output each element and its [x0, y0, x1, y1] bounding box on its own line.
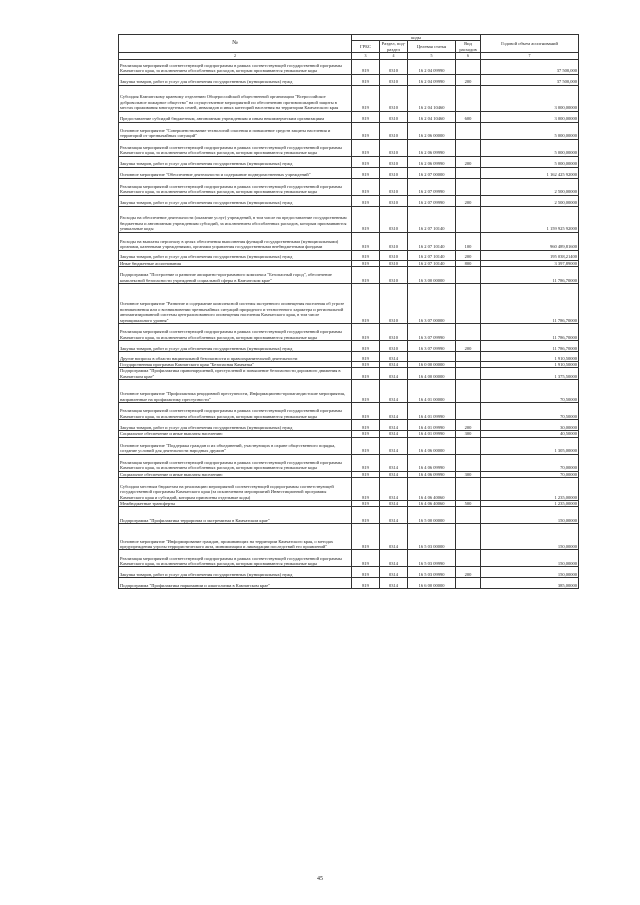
- row-name: Основное мероприятие "Развитие и содержание комплексной системы экстренного оповещения населения об угрозе возникновения или о возникновении чрезвычайных ситуаций природного и техногенного характера и региональной автоматизированной системы централизованного оповещения населения Камчатского края, в том числе муниципального уровня": [119, 284, 352, 324]
- grbs-code: 819: [352, 250, 380, 260]
- annual-amount: 3 397,89000: [481, 260, 579, 266]
- target-article-code: 16 2 06 09990: [408, 139, 456, 156]
- row-name: Субсидии местным бюджетам на реализацию мероприятий соответствующей подпрограммы соответствующей государственной программы Камчатского края (за исключением мероприятий Инвестиционной программы Камчатского края и субсидий, которым присвоены отдельные коды): [119, 478, 352, 501]
- table-row: [119, 284, 579, 324]
- section-code: 0310: [380, 59, 408, 74]
- section-code: 0314: [380, 471, 408, 477]
- row-name: Реализация мероприятий соответствующей подпрограммы в рамках соответствующей государственной программы Камчатского края, за исключением обособленных расходов, которым присваиваются уникальные коды: [119, 59, 352, 74]
- annual-amount: 960 489,81600: [481, 232, 579, 250]
- row-name: Закупка товаров, работ и услуг для обеспечения государственных (муниципальных) нужд: [119, 341, 352, 352]
- grbs-code: 819: [352, 362, 380, 368]
- expense-type-code: [456, 352, 481, 362]
- target-article-code: 16 4 01 09990: [408, 420, 456, 431]
- section-code: 0314: [380, 380, 408, 403]
- row-name: Межбюджетные трансферты: [119, 501, 352, 507]
- expense-type-code: [456, 178, 481, 195]
- table-row: [119, 156, 579, 167]
- annual-amount: 37 500,000: [481, 74, 579, 85]
- expense-type-code: [456, 454, 481, 471]
- annual-amount: 150,00000: [481, 550, 579, 567]
- section-code: 0314: [380, 420, 408, 431]
- annual-amount: 11 786,70000: [481, 284, 579, 324]
- target-article-code: 16 2 06 09990: [408, 156, 456, 167]
- target-article-code: 16 2 07 09990: [408, 178, 456, 195]
- section-code: 0314: [380, 362, 408, 368]
- section-code: 0310: [380, 250, 408, 260]
- grbs-code: 819: [352, 206, 380, 232]
- table-row: [119, 341, 579, 352]
- grbs-code: 819: [352, 178, 380, 195]
- row-name: Основное мероприятие "Профилактика рецидивной преступности, Информационно-пропагандистские мероприятия, направленные на профилактику преступности": [119, 380, 352, 403]
- section-code: 0310: [380, 232, 408, 250]
- annual-amount: 11 786,70000: [481, 341, 579, 352]
- table-row: [119, 524, 579, 550]
- section-code: 0310: [380, 341, 408, 352]
- section-code: 0310: [380, 284, 408, 324]
- expense-type-code: 200: [456, 195, 481, 206]
- expense-type-code: [456, 167, 481, 178]
- expense-type-code: [456, 59, 481, 74]
- grbs-code: 819: [352, 122, 380, 139]
- expense-type-code: [456, 324, 481, 341]
- column-number: 6: [456, 53, 481, 59]
- target-article-code: 16 3 07 09990: [408, 324, 456, 341]
- table-row: [119, 478, 579, 501]
- table-row: [119, 139, 579, 156]
- grbs-code: 819: [352, 403, 380, 420]
- page-number: 45: [317, 876, 323, 882]
- table-row: [119, 380, 579, 403]
- header-number: №: [119, 35, 352, 53]
- header-expense-type: Вид расходов: [456, 41, 481, 53]
- row-name: Реализация мероприятий соответствующей подпрограммы в рамках соответствующей государственной программы Камчатского края, за исключением обособленных расходов, которым присваиваются уникальные коды: [119, 139, 352, 156]
- row-name: Другие вопросы в области национальной безопасности и правоохранительной деятельности: [119, 352, 352, 362]
- target-article-code: 16 2 07 10140: [408, 250, 456, 260]
- grbs-code: 819: [352, 471, 380, 477]
- table-row: [119, 368, 579, 380]
- annual-amount: 70,50000: [481, 380, 579, 403]
- annual-amount: 5 000,00000: [481, 156, 579, 167]
- grbs-code: 819: [352, 578, 380, 589]
- target-article-code: 16 2 07 00000: [408, 167, 456, 178]
- row-name: Закупка товаров, работ и услуг для обеспечения государственных (муниципальных) нужд: [119, 156, 352, 167]
- annual-amount: 70,00000: [481, 454, 579, 471]
- row-name: Подпрограмма "Профилактика правонарушений, преступлений и повышение безопасности дорожного движения в Камчатском крае": [119, 368, 352, 380]
- target-article-code: 16 3 07 09990: [408, 341, 456, 352]
- section-code: 0314: [380, 478, 408, 501]
- target-article-code: 16 2 06 00000: [408, 122, 456, 139]
- column-number: 2: [119, 53, 352, 59]
- header-target-article: Целевая статья: [408, 41, 456, 53]
- table-row: [119, 420, 579, 431]
- section-code: 0310: [380, 111, 408, 122]
- expense-type-code: 200: [456, 74, 481, 85]
- grbs-code: 819: [352, 507, 380, 524]
- expense-type-code: 600: [456, 111, 481, 122]
- row-name: Закупка товаров, работ и услуг для обеспечения государственных (муниципальных) нужд: [119, 567, 352, 578]
- row-name: Подпрограмма "Профилактика наркомании и алкоголизма в Камчатском крае": [119, 578, 352, 589]
- target-article-code: [408, 352, 456, 362]
- grbs-code: 819: [352, 550, 380, 567]
- table-row: [119, 206, 579, 232]
- grbs-code: 819: [352, 232, 380, 250]
- expense-type-code: [456, 478, 481, 501]
- row-name: Основное мероприятие "Информирование граждан, проживающих на территории Камчатского края, о методах предупреждения угрозы террористического акта, минимизации и ликвидации последствий его проявлений": [119, 524, 352, 550]
- expense-type-code: [456, 284, 481, 324]
- grbs-code: 819: [352, 478, 380, 501]
- target-article-code: 16 6 00 00000: [408, 578, 456, 589]
- target-article-code: 16 2 07 10140: [408, 260, 456, 266]
- expense-type-code: [456, 368, 481, 380]
- table-row: [119, 567, 579, 578]
- annual-amount: 385,00000: [481, 578, 579, 589]
- table-row: [119, 250, 579, 260]
- expense-type-code: 100: [456, 232, 481, 250]
- section-code: 0314: [380, 454, 408, 471]
- grbs-code: 819: [352, 167, 380, 178]
- row-name: Реализация мероприятий соответствующей подпрограммы в рамках соответствующей государственной программы Камчатского края, за исключением обособленных расходов, которым присваиваются уникальные коды: [119, 550, 352, 567]
- annual-amount: 1 910,50000: [481, 362, 579, 368]
- row-name: Основное мероприятие "Совершенствование технологий спасения и повышение средств защиты населения и территорий от чрезвычайных ситуаций": [119, 122, 352, 139]
- annual-amount: 2 500,00000: [481, 178, 579, 195]
- section-code: 0310: [380, 156, 408, 167]
- target-article-code: 16 2 07 09990: [408, 195, 456, 206]
- row-name: Основное мероприятие "Обеспечение деятельности и содержание подведомственных учреждений": [119, 167, 352, 178]
- expense-type-code: [456, 507, 481, 524]
- expense-type-code: [456, 139, 481, 156]
- row-name: Расходы на обеспечение деятельности (оказание услуг) учреждений, в том числе на предоставление государственным бюджетным и автономным учреждениям субсидий, за исключением обособленных расходов, которым присваиваются уникальные коды: [119, 206, 352, 232]
- row-name: Реализация мероприятий соответствующей подпрограммы в рамках соответствующей государственной программы Камчатского края, за исключением обособленных расходов, которым присваиваются уникальные коды: [119, 178, 352, 195]
- expense-type-code: [456, 524, 481, 550]
- grbs-code: 819: [352, 324, 380, 341]
- column-number: 4: [380, 53, 408, 59]
- section-code: 0314: [380, 550, 408, 567]
- row-name: Закупка товаров, работ и услуг для обеспечения государственных (муниципальных) нужд: [119, 195, 352, 206]
- expense-type-code: 200: [456, 420, 481, 431]
- expense-type-code: [456, 85, 481, 111]
- expense-type-code: 200: [456, 567, 481, 578]
- target-article-code: 16 3 07 00000: [408, 284, 456, 324]
- section-code: 0310: [380, 139, 408, 156]
- grbs-code: 819: [352, 74, 380, 85]
- row-name: Закупка товаров, работ и услуг для обеспечения государственных (муниципальных) нужд: [119, 250, 352, 260]
- row-name: Социальное обеспечение и иные выплаты населению: [119, 471, 352, 477]
- section-code: 0310: [380, 267, 408, 284]
- table-row: [119, 178, 579, 195]
- target-article-code: 16 5 03 09990: [408, 550, 456, 567]
- annual-amount: 70,50000: [481, 403, 579, 420]
- table-row: [119, 578, 579, 589]
- target-article-code: 16 4 06 09990: [408, 454, 456, 471]
- row-name: Социальное обеспечение и иные выплаты населению: [119, 431, 352, 437]
- grbs-code: 819: [352, 368, 380, 380]
- row-name: Иные бюджетные ассигнования: [119, 260, 352, 266]
- target-article-code: 16 2 04 09990: [408, 74, 456, 85]
- row-name: Расходы на выплаты персоналу в целях обеспечения выполнения функций государственными (муниципальными) органами, казенными учреждениями, органами управления государственными внебюджетными фондами: [119, 232, 352, 250]
- grbs-code: 819: [352, 139, 380, 156]
- section-code: 0314: [380, 431, 408, 437]
- expense-type-code: [456, 122, 481, 139]
- grbs-code: 819: [352, 111, 380, 122]
- grbs-code: 819: [352, 156, 380, 167]
- annual-amount: 5 000,00000: [481, 122, 579, 139]
- annual-amount: 150,00000: [481, 507, 579, 524]
- column-number: 7: [481, 53, 579, 59]
- row-name: Закупка товаров, работ и услуг для обеспечения государственных (муниципальных) нужд: [119, 74, 352, 85]
- header-section: Раздел, под-раздел: [380, 41, 408, 53]
- expense-type-code: 200: [456, 250, 481, 260]
- section-code: 0314: [380, 507, 408, 524]
- annual-amount: 150,00000: [481, 524, 579, 550]
- target-article-code: 16 4 01 09990: [408, 403, 456, 420]
- table-row: [119, 195, 579, 206]
- grbs-code: 819: [352, 267, 380, 284]
- table-row: [119, 324, 579, 341]
- row-name: Реализация мероприятий соответствующей подпрограммы в рамках соответствующей государственной программы Камчатского края, за исключением обособленных расходов, которым присваиваются уникальные коды: [119, 454, 352, 471]
- table-row: [119, 167, 579, 178]
- expense-type-code: 800: [456, 260, 481, 266]
- grbs-code: 819: [352, 380, 380, 403]
- table-row: [119, 111, 579, 122]
- table-row: [119, 85, 579, 111]
- budget-table: [118, 34, 579, 589]
- section-code: 0310: [380, 260, 408, 266]
- header-grbs: ГРБС: [352, 41, 380, 53]
- annual-amount: 1 910,50000: [481, 352, 579, 362]
- target-article-code: 16 4 06 09990: [408, 471, 456, 477]
- target-article-code: 16 4 06 00000: [408, 437, 456, 454]
- grbs-code: 819: [352, 437, 380, 454]
- annual-amount: 40,50000: [481, 431, 579, 437]
- grbs-code: 819: [352, 85, 380, 111]
- section-code: 0314: [380, 524, 408, 550]
- target-article-code: 16 4 06 40060: [408, 478, 456, 501]
- grbs-code: 819: [352, 341, 380, 352]
- annual-amount: 3 000,00000: [481, 111, 579, 122]
- target-article-code: 16 2 07 10140: [408, 206, 456, 232]
- target-article-code: 16 5 00 00000: [408, 507, 456, 524]
- section-code: 0310: [380, 206, 408, 232]
- annual-amount: 195 038,21400: [481, 250, 579, 260]
- section-code: 0314: [380, 437, 408, 454]
- annual-amount: 2 500,00000: [481, 195, 579, 206]
- table-row: [119, 122, 579, 139]
- target-article-code: 16 2 04 10460: [408, 85, 456, 111]
- annual-amount: 1 162 425 92000: [481, 167, 579, 178]
- expense-type-code: [456, 403, 481, 420]
- grbs-code: 819: [352, 524, 380, 550]
- section-code: 0310: [380, 85, 408, 111]
- table-row: [119, 403, 579, 420]
- target-article-code: 16 4 06 40060: [408, 501, 456, 507]
- section-code: 0314: [380, 501, 408, 507]
- section-code: 0314: [380, 567, 408, 578]
- expense-type-code: [456, 550, 481, 567]
- section-code: 0314: [380, 352, 408, 362]
- grbs-code: 819: [352, 260, 380, 266]
- table-row: [119, 267, 579, 284]
- annual-amount: 1 159 925 92000: [481, 206, 579, 232]
- row-name: Субсидия Камчатскому краевому отделению Общероссийской общественной организации "Всероссийское добровольное пожарное общество" на осуществление мероприятий по обеспечению противопожарной защиты в местах проживания многодетных семей, инвалидов и иных категорий населения на территории Камчатского края: [119, 85, 352, 111]
- target-article-code: 16 4 01 00000: [408, 380, 456, 403]
- row-name: Реализация мероприятий соответствующей подпрограммы в рамках соответствующей государственной программы Камчатского края, за исключением обособленных расходов, которым присваиваются уникальные коды: [119, 403, 352, 420]
- annual-amount: 1 375,50000: [481, 368, 579, 380]
- target-article-code: 16 5 03 00000: [408, 524, 456, 550]
- section-code: 0310: [380, 122, 408, 139]
- annual-amount: 11 786,70000: [481, 267, 579, 284]
- expense-type-code: [456, 380, 481, 403]
- grbs-code: 819: [352, 352, 380, 362]
- section-code: 0314: [380, 578, 408, 589]
- expense-type-code: 300: [456, 431, 481, 437]
- target-article-code: 16 2 04 09990: [408, 59, 456, 74]
- annual-amount: 1 235,00000: [481, 478, 579, 501]
- column-number: 3: [352, 53, 380, 59]
- annual-amount: 5 000,00000: [481, 139, 579, 156]
- column-number: 5: [408, 53, 456, 59]
- section-code: 0310: [380, 195, 408, 206]
- row-name: Подпрограмма "Профилактика терроризма и экстремизма в Камчатском крае": [119, 507, 352, 524]
- grbs-code: 819: [352, 567, 380, 578]
- annual-amount: 1 305,00000: [481, 437, 579, 454]
- grbs-code: 819: [352, 420, 380, 431]
- table-body: [119, 59, 579, 589]
- expense-type-code: [456, 267, 481, 284]
- section-code: 0310: [380, 178, 408, 195]
- target-article-code: 16 2 07 10140: [408, 232, 456, 250]
- table-row: [119, 550, 579, 567]
- grbs-code: 819: [352, 59, 380, 74]
- table-row: [119, 437, 579, 454]
- annual-amount: 30,00000: [481, 420, 579, 431]
- expense-type-code: 200: [456, 156, 481, 167]
- target-article-code: 16 4 00 00000: [408, 368, 456, 380]
- header-codes: коды: [352, 35, 481, 41]
- expense-type-code: [456, 578, 481, 589]
- section-code: 0314: [380, 403, 408, 420]
- table-row: [119, 59, 579, 74]
- expense-type-code: [456, 206, 481, 232]
- expense-type-code: 500: [456, 501, 481, 507]
- grbs-code: 819: [352, 454, 380, 471]
- row-name: Реализация мероприятий соответствующей подпрограммы в рамках соответствующей государственной программы Камчатского края, за исключением обособленных расходов, которым присваиваются уникальные коды: [119, 324, 352, 341]
- expense-type-code: 200: [456, 341, 481, 352]
- annual-amount: 3 000,00000: [481, 85, 579, 111]
- target-article-code: 16 4 01 09990: [408, 431, 456, 437]
- section-code: 0314: [380, 368, 408, 380]
- expense-type-code: [456, 437, 481, 454]
- target-article-code: 16 3 00 00000: [408, 267, 456, 284]
- section-code: 0310: [380, 74, 408, 85]
- row-name: Закупка товаров, работ и услуг для обеспечения государственных (муниципальных) нужд: [119, 420, 352, 431]
- table-row: [119, 74, 579, 85]
- target-article-code: 16 0 00 00000: [408, 362, 456, 368]
- target-article-code: 16 5 03 09990: [408, 567, 456, 578]
- target-article-code: 16 2 04 10460: [408, 111, 456, 122]
- grbs-code: 819: [352, 284, 380, 324]
- expense-type-code: 300: [456, 471, 481, 477]
- header-annual-volume: Годовой объем ассигнований: [481, 35, 579, 53]
- annual-amount: 150,00000: [481, 567, 579, 578]
- annual-amount: 1 235,00000: [481, 501, 579, 507]
- section-code: 0310: [380, 167, 408, 178]
- grbs-code: 819: [352, 501, 380, 507]
- annual-amount: 37 500,000: [481, 59, 579, 74]
- annual-amount: 70,00000: [481, 471, 579, 477]
- row-name: Государственная программа Камчатского края "Безопасная Камчатка": [119, 362, 352, 368]
- row-name: Предоставление субсидий бюджетным, автономным учреждениям и иным некоммерческим организациям: [119, 111, 352, 122]
- row-name: Подпрограмма "Построение и развитие аппаратно-программного комплекса "Безопасный город", обеспечение комплексной безопасности учреждений социальной сферы в Камчатском крае": [119, 267, 352, 284]
- row-name: Основное мероприятие "Поддержка граждан и их объединений, участвующих в охране общественного порядка, создание условий для деятельности народных дружин": [119, 437, 352, 454]
- annual-amount: 11 786,70000: [481, 324, 579, 341]
- table-row: [119, 232, 579, 250]
- section-code: 0310: [380, 324, 408, 341]
- grbs-code: 819: [352, 195, 380, 206]
- table-row: [119, 507, 579, 524]
- grbs-code: 819: [352, 431, 380, 437]
- table-row: [119, 454, 579, 471]
- table-row: [119, 352, 579, 362]
